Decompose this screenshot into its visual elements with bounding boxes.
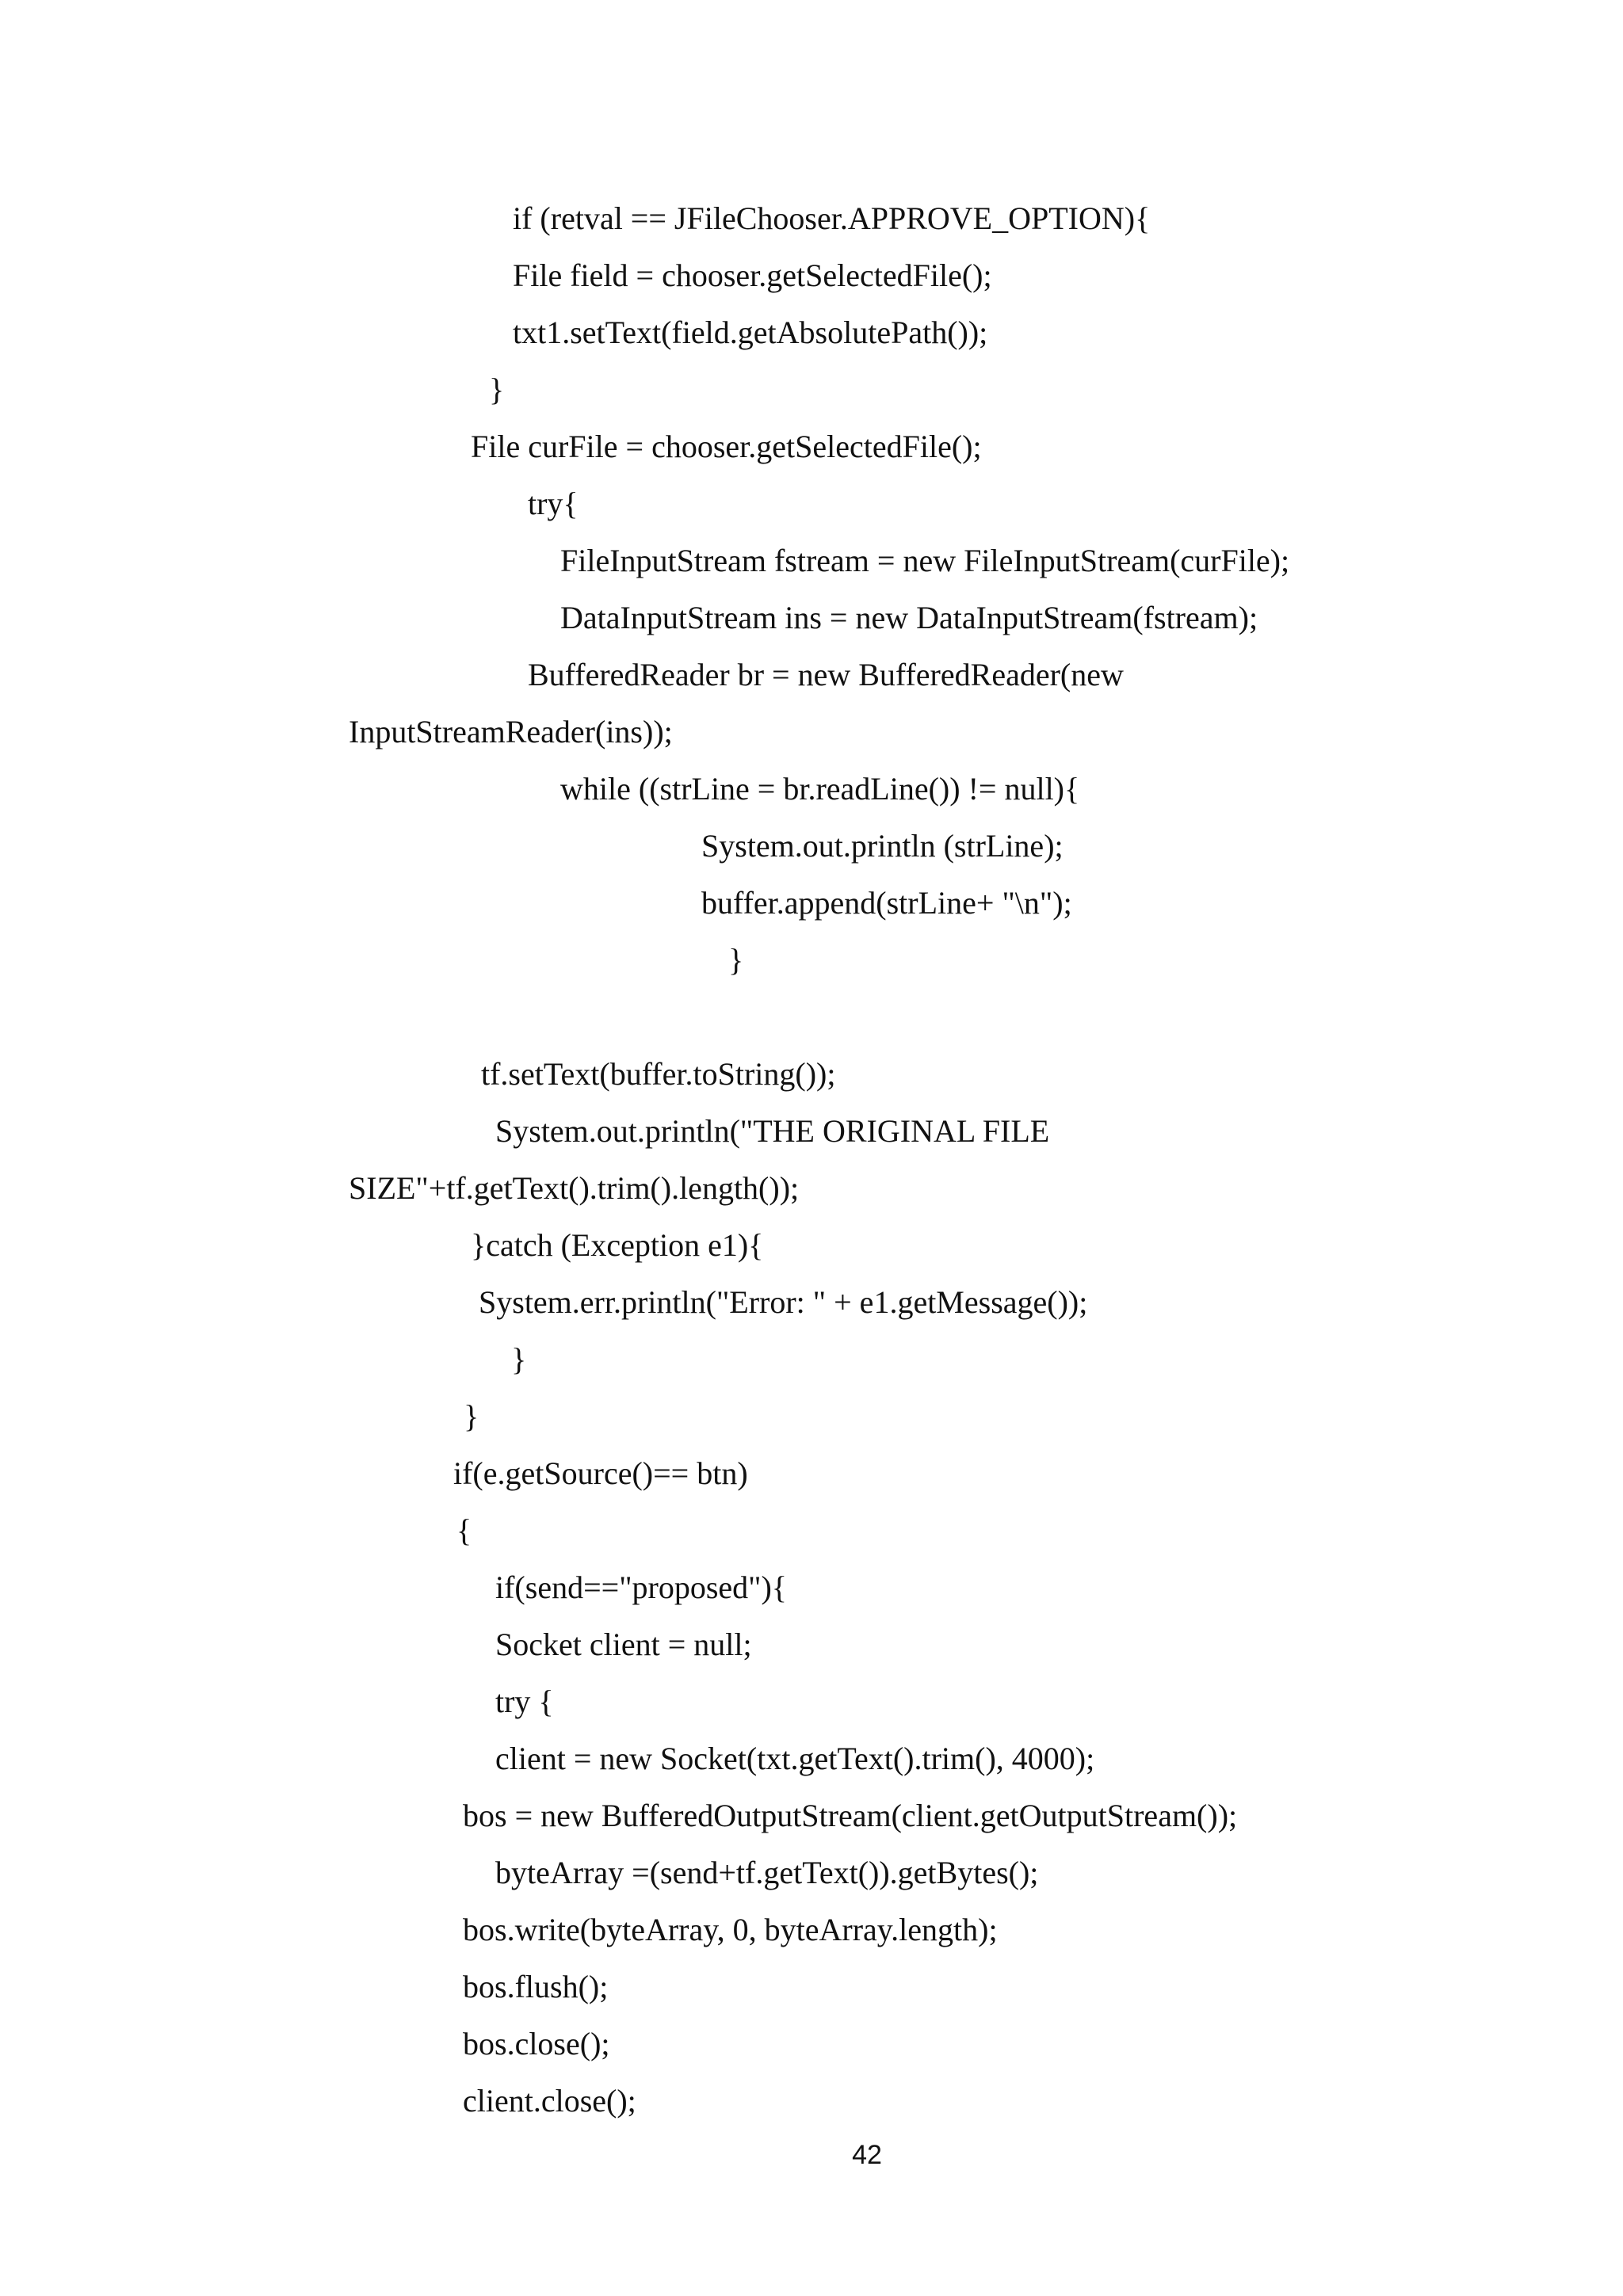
code-line: { bbox=[456, 1512, 472, 1548]
code-line: bos.close(); bbox=[463, 2026, 610, 2061]
code-line: }catch (Exception e1){ bbox=[471, 1227, 764, 1263]
code-line: if(send=="proposed"){ bbox=[495, 1569, 788, 1605]
code-line: } bbox=[511, 1341, 527, 1377]
code-line: DataInputStream ins = new DataInputStream(fstream); bbox=[560, 600, 1258, 635]
code-line: try{ bbox=[528, 486, 579, 521]
page-number: 42 bbox=[852, 2140, 882, 2170]
code-line: bos.flush(); bbox=[463, 1969, 609, 2004]
code-line: InputStreamReader(ins)); bbox=[349, 714, 673, 749]
code-line: tf.setText(buffer.toString()); bbox=[481, 1056, 836, 1092]
code-line: SIZE"+tf.getText().trim().length()); bbox=[349, 1170, 800, 1206]
code-line: } bbox=[489, 372, 505, 407]
code-line: bos = new BufferedOutputStream(client.getOutputStream()); bbox=[463, 1798, 1238, 1833]
code-line: client.close(); bbox=[463, 2083, 636, 2119]
code-line: while ((strLine = br.readLine()) != null){ bbox=[560, 771, 1080, 807]
code-line: File curFile = chooser.getSelectedFile(); bbox=[471, 429, 982, 464]
code-line: Socket client = null; bbox=[495, 1627, 752, 1662]
code-line: buffer.append(strLine+ "\n"); bbox=[701, 885, 1072, 921]
code-line: if(e.getSource()== btn) bbox=[453, 1455, 748, 1491]
code-line: BufferedReader br = new BufferedReader(new bbox=[528, 657, 1124, 692]
code-line: txt1.setText(field.getAbsolutePath()); bbox=[513, 315, 988, 350]
code-line: System.out.println (strLine); bbox=[701, 828, 1064, 864]
code-line: FileInputStream fstream = new FileInputStream(curFile); bbox=[560, 543, 1290, 578]
code-line: System.out.println("THE ORIGINAL FILE bbox=[495, 1113, 1050, 1149]
code-line: if (retval == JFileChooser.APPROVE_OPTION){ bbox=[513, 200, 1151, 236]
code-line: try { bbox=[495, 1684, 554, 1719]
code-line: System.err.println("Error: " + e1.getMessage()); bbox=[479, 1284, 1088, 1320]
code-line: } bbox=[728, 942, 744, 978]
code-line: } bbox=[464, 1398, 479, 1434]
code-line: File field = chooser.getSelectedFile(); bbox=[513, 257, 992, 293]
code-line: byteArray =(send+tf.getText()).getBytes(); bbox=[495, 1855, 1039, 1890]
code-line: bos.write(byteArray, 0, byteArray.length); bbox=[463, 1912, 998, 1947]
code-line: client = new Socket(txt.getText().trim(), 4000); bbox=[495, 1741, 1095, 1776]
